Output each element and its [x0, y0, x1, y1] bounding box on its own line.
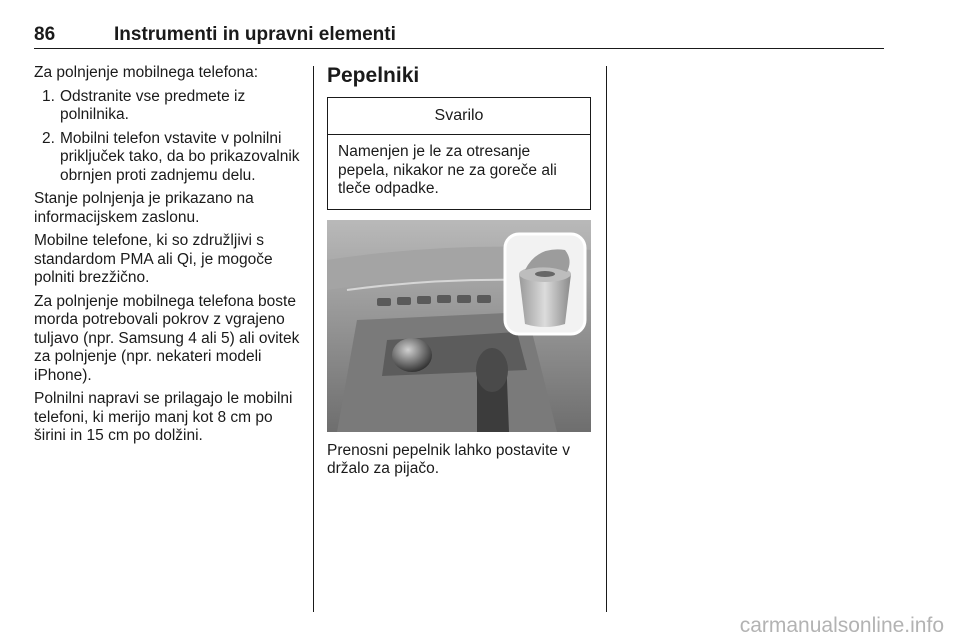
- paragraph: Mobilne telefone, ki so združljivi s standardom PMA ali Qi, je mogoče polniti brezžično.: [34, 232, 273, 286]
- rotary-knob: [392, 338, 432, 372]
- ashtray-illustration: [327, 220, 591, 432]
- console-drawing: [327, 220, 591, 432]
- step-text: Odstranite vse predmete iz polnilnika.: [60, 87, 246, 123]
- warning-text: Namenjen je le za otresanje pepela, nikakor ne za goreče ali tleče odpadke.: [338, 143, 557, 197]
- gear-knob: [476, 348, 508, 392]
- middle-column: [327, 64, 593, 479]
- page-number: 86: [34, 24, 56, 45]
- paragraph: Za polnjenje mobilnega telefona boste morda potrebovali pokrov z vgrajeno tuljavo (npr. Samsung 4 ali 5) ali ovitek za polnjenje (npr. nekateri modeli iPhone).: [34, 292, 300, 384]
- warning-heading: Svarilo: [328, 98, 590, 135]
- list-item: [34, 130, 304, 186]
- intro-text: Za polnjenje mobilnega telefona:: [34, 64, 259, 81]
- steps-list: [34, 88, 304, 186]
- step-number: 1.: [42, 87, 55, 105]
- page-title: Instrumenti in upravni elementi: [114, 24, 396, 45]
- warning-box: [327, 97, 591, 210]
- column-divider: [606, 66, 607, 612]
- paragraph: Stanje polnjenja je prikazano na informacijskem zaslonu.: [34, 190, 254, 226]
- column-divider: [313, 66, 314, 612]
- section-title: Pepelniki: [327, 64, 420, 87]
- step-text: Mobilni telefon vstavite v polnilni priključek tako, da bo prikazovalnik obrnjen proti zadnjemu delu.: [60, 129, 300, 184]
- list-item: [34, 88, 304, 125]
- page-header: [34, 22, 884, 49]
- ashtray-opening: [535, 271, 555, 277]
- left-column: [34, 64, 304, 451]
- watermark: carmanualsonline.info: [739, 614, 944, 637]
- step-number: 2.: [42, 129, 55, 147]
- paragraph: Polnilni napravi se prilagajo le mobilni telefoni, ki merijo manj kot 8 cm po širini in 15 cm po dolžini.: [34, 390, 293, 444]
- illustration-caption: Prenosni pepelnik lahko postavite v držalo za pijačo.: [327, 441, 570, 477]
